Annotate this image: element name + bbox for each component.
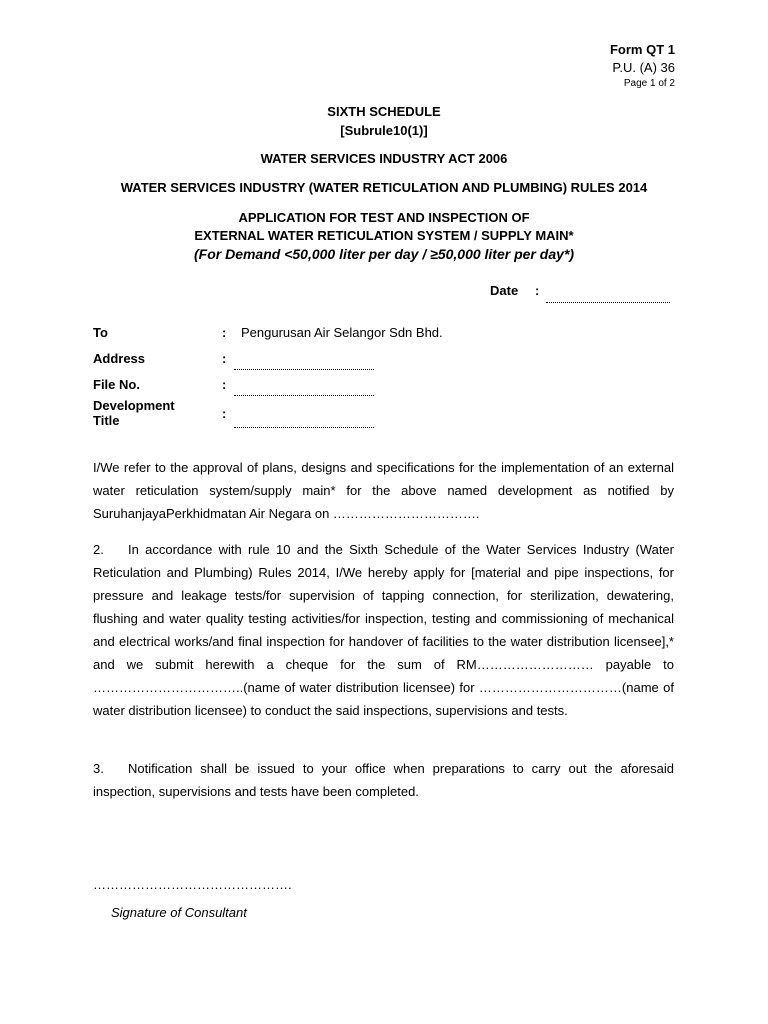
paragraph-2 <box>93 538 674 722</box>
page-number: Page 1 of 2 <box>623 78 675 89</box>
address-field-line[interactable] <box>234 369 374 370</box>
development-title-label-line2: Title <box>93 413 120 428</box>
development-title-colon: : <box>222 406 227 421</box>
pu-reference: P.U. (A) 36 <box>612 60 675 75</box>
to-label: To <box>93 325 108 340</box>
application-title-line2: EXTERNAL WATER RETICULATION SYSTEM / SUPPLY MAIN* <box>194 228 574 243</box>
form-id: Form QT 1 <box>609 42 675 57</box>
paragraph-3-number: 3. <box>93 761 104 776</box>
signature-label: Signature of Consultant <box>111 905 247 920</box>
date-label: Date <box>490 283 519 298</box>
act-title: WATER SERVICES INDUSTRY ACT 2006 <box>260 151 508 166</box>
subrule-title: [Subrule10(1)] <box>340 123 428 138</box>
file-no-label: File No. <box>93 377 140 392</box>
paragraph-3-text: Notification shall be issued to your office when preparations to carry out the aforesaid inspection, supervisions and tests have been completed. <box>93 761 674 799</box>
address-label: Address <box>93 351 146 366</box>
paragraph-3 <box>93 757 674 803</box>
paragraph-2-text: In accordance with rule 10 and the Sixth Schedule of the Water Services Industry (Water Reticulation and Plumbing) Rules 2014, I/We hereby apply for [material and pipe inspections, for pressure and leakage tests/for supervision of tapping connection, for sterilization, dewatering, flushing and water quality testing activities/for inspection, testing and commissioning of mechanical and electrical works/and final inspection for handover of facilities to the water distribution licensee],* and we submit herewith a cheque for the sum of RM……………………… payable to ……………………………..(name of water distribution licensee) for ……………………………(name of water distribution licensee) to conduct the said inspections, supervisions and tests. <box>93 542 674 718</box>
file-no-field-line[interactable] <box>234 395 374 396</box>
development-title-label <box>93 398 175 428</box>
schedule-title: SIXTH SCHEDULE <box>327 104 441 119</box>
development-title-label-line1: Development <box>93 398 175 413</box>
to-value: Pengurusan Air Selangor Sdn Bhd. <box>241 325 443 340</box>
development-title-field-line[interactable] <box>234 427 374 428</box>
to-colon: : <box>222 325 227 340</box>
date-colon: : <box>535 283 540 298</box>
application-title-line1: APPLICATION FOR TEST AND INSPECTION OF <box>238 210 530 225</box>
paragraph-1: I/We refer to the approval of plans, designs and specifications for the implementation of an external water reticulation system/supply main* for the above named development as notified by SuruhanjayaPerkhidmatan Air Negara on ……………………………. <box>93 460 674 521</box>
file-no-colon: : <box>222 377 227 392</box>
paragraph-2-number: 2. <box>93 542 104 557</box>
date-field-line[interactable] <box>546 302 670 303</box>
address-colon: : <box>222 351 227 366</box>
demand-subtitle: (For Demand <50,000 liter per day / ≥50,000 liter per day*) <box>193 246 575 262</box>
rules-title: WATER SERVICES INDUSTRY (WATER RETICULATION AND PLUMBING) RULES 2014 <box>120 180 648 195</box>
signature-line[interactable]: ………………………………………. <box>93 877 292 892</box>
